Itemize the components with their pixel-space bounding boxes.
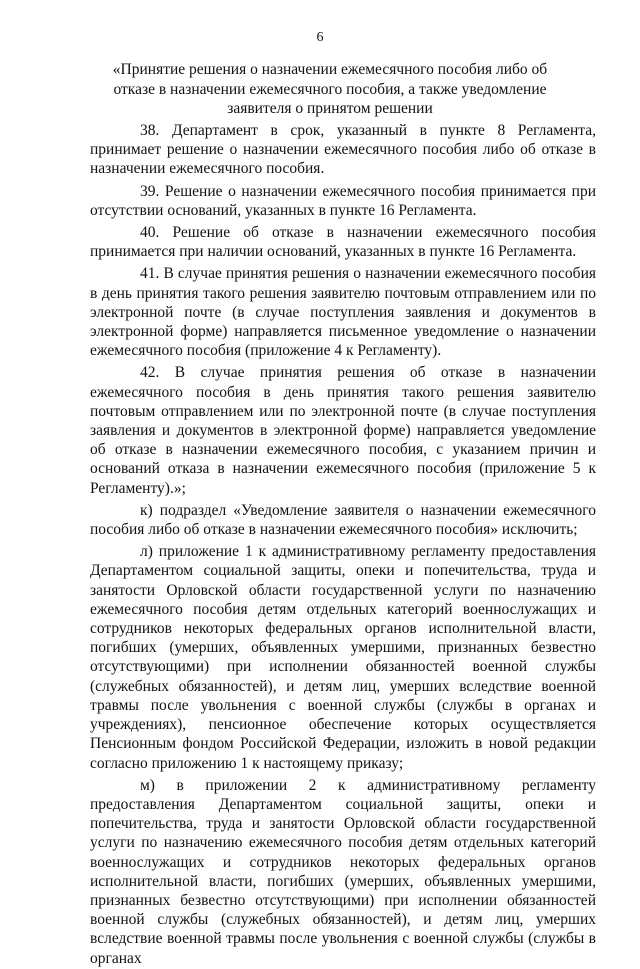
paragraph-42: 42. В случае принятия решения об отказе в назначении ежемесячного пособия в день принятия такого решения заявителю почтовым отправлением или по электронной почте (в случае поступления заявления и документов в электронной форме) направляется уведомление об отказе в назначении ежемесячного пособия, с указанием причин и оснований отказа в назначении ежемесячного пособия (приложение 5 к Регламенту).»; <box>90 364 596 497</box>
paragraph-k: к) подраздел «Уведомление заявителя о назначении ежемесячного пособия либо об отказе в назначении ежемесячного пособия» исключить; <box>90 501 596 539</box>
paragraph-41: 41. В случае принятия решения о назначении ежемесячного пособия в день принятия такого решения заявителю почтовым отправлением или по электронной почте (в случае поступления заявления и документов в электронной форме) направляется письменное уведомление о назначении ежемесячного пособия (приложение 4 к Регламенту). <box>90 265 596 360</box>
page-number: 6 <box>316 30 324 45</box>
section-heading: «Принятие решения о назначении ежемесячного пособия либо об отказе в назначении ежемесячного пособия, а также уведомление заявителя о принятом решении <box>112 61 548 117</box>
document-body <box>90 121 596 969</box>
paragraph-m: м) в приложении 2 к административному регламенту предоставления Департаментом социальной защиты, опеки и попечительства, труда и занятости Орловской области государственной услуги по назначению ежемесячного пособия детям отдельных категорий военнослужащих и сотрудников некоторых федеральных органов исполнительной власти, погибших (умерших, объявленных умершими, признанных безвестно отсутствующими) при исполнении обязанностей военной службы (служебных обязанностей), и детям лиц, умерших вследствие военной травмы после увольнения с военной службы (службы в органах <box>90 776 596 967</box>
paragraph-40: 40. Решение об отказе в назначении ежемесячного пособия принимается при наличии оснований, указанных в пункте 16 Регламента. <box>90 224 596 261</box>
paragraph-l: л) приложение 1 к административному регламенту предоставления Департаментом социальной защиты, опеки и попечительства, труда и занятости Орловской области государственной услуги по назначению ежемесячного пособия детям отдельных категорий военнослужащих и сотрудников некоторых федеральных органов исполнительной власти, погибших (умерших, объявленных умершими, признанных безвестно отсутствующими) при исполнении обязанностей военной службы (служебных обязанностей), и детям лиц, умерших вследствие военной травмы после увольнения с военной службы (службы в органах и учреждениях), пенсионное обеспечение которых осуществляется Пенсионным фондом Российской Федерации, изложить в новой редакции согласно приложению 1 к настоящему приказу; <box>90 543 596 772</box>
paragraph-39: 39. Решение о назначении ежемесячного пособия принимается при отсутствии оснований, указанных в пункте 16 Регламента. <box>90 182 596 219</box>
paragraph-38: 38. Департамент в срок, указанный в пункте 8 Регламента, принимает решение о назначении ежемесячного пособия либо об отказе в назначении ежемесячного пособия. <box>90 122 596 178</box>
